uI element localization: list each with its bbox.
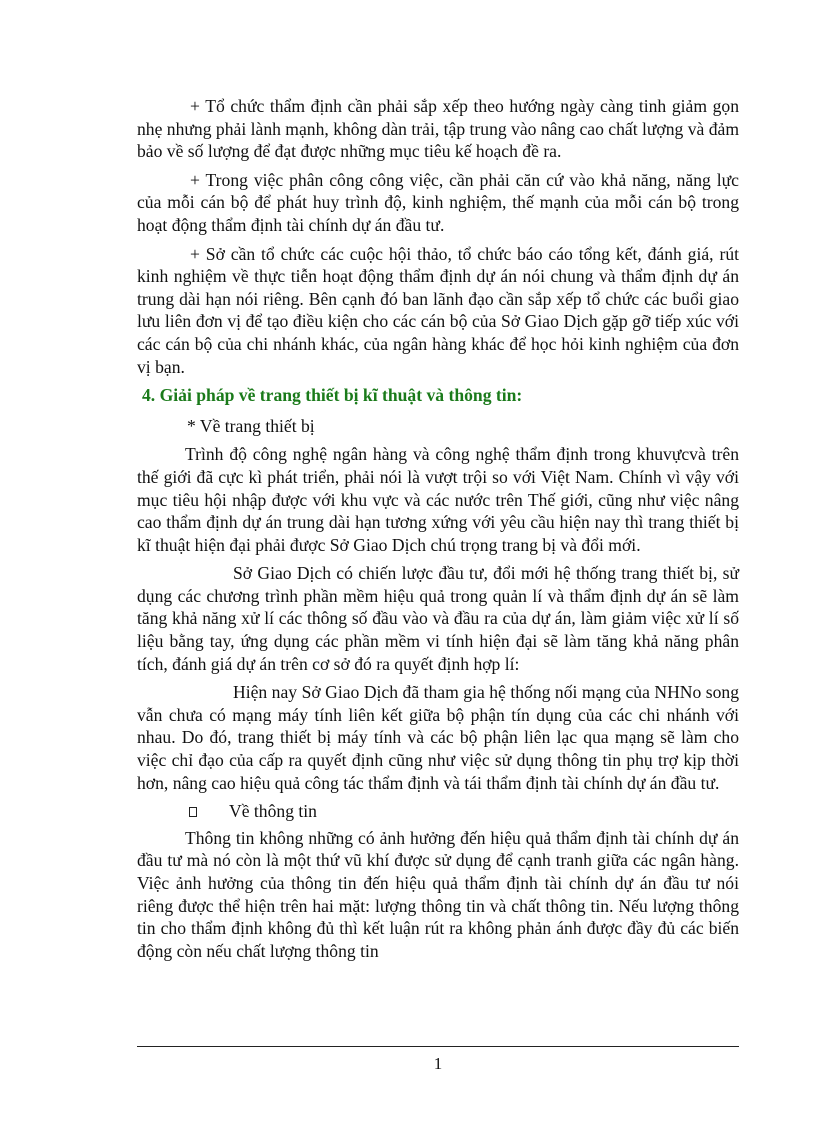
subheading-equipment: * Về trang thiết bị: [187, 415, 315, 436]
paragraph-investment-strategy: Sở Giao Dịch có chiến lược đầu tư, đổi mới hệ thống trang thiết bị, sử dụng các chương trình phần mềm hiệu quả trong quản lí và thẩm định dự án sẽ làm tăng khả năng xử lí các thông số đầu vào và đầu ra của dự án, làm giảm việc xử lí số liệu bằng tay, ứng dụng các phần mềm vi tính hiện đại sẽ làm tăng khả năng phân tích, đánh giá dự án trên cơ sở đó ra quyết định hợp lí:: [137, 563, 739, 674]
document-body: [137, 95, 739, 968]
square-bullet-icon: [189, 807, 197, 817]
page-number: 1: [433, 1054, 443, 1073]
paragraph-work-assignment: + Trong việc phân công công việc, cần phải căn cứ vào khả năng, năng lực của mỗi cán bộ để phát huy trình độ, kinh nghiệm, thế mạnh của mỗi cán bộ trong hoạt động thẩm định tài chính dự án đầu tư.: [137, 169, 739, 235]
paragraph-information: Thông tin không những có ảnh hưởng đến hiệu quả thẩm định tài chính dự án đầu tư mà nó còn là một thứ vũ khí được sử dụng để cạnh tranh giữa các ngân hàng. Việc ảnh hưởng của thông tin đến hiệu quả thẩm định tài chính dự án đầu tư nói riêng được thể hiện trên hai mặt: lượng thông tin và chất thông tin. Nếu lượng thông tin cho thẩm định không đủ thì kết luận rút ra không phản ánh được đầy đủ các biến động còn nếu chất lượng thông tin: [137, 827, 739, 961]
section-heading: 4. Giải pháp về trang thiết bị kĩ thuật và thông tin:: [142, 385, 523, 406]
paragraph-seminars: + Sở cần tổ chức các cuộc hội thảo, tổ chức báo cáo tổng kết, đánh giá, rút kinh nghiệm về thực tiễn hoạt động thẩm định dự án nói chung và thẩm định dự án trung dài hạn nói riêng. Bên cạnh đó ban lãnh đạo cần sắp xếp tổ chức các buổi giao lưu liên đơn vị để tạo điều kiện cho các cán bộ của Sở Giao Dịch gặp gỡ tiếp xúc với các cán bộ của chi nhánh khác, của ngân hàng khác để học hỏi kinh nghiệm của đơn vị bạn.: [137, 243, 739, 377]
footer-divider: [137, 1046, 739, 1047]
subheading-information: Về thông tin: [229, 801, 317, 822]
paragraph-tech-level: Trình độ công nghệ ngân hàng và công nghệ thẩm định trong khuvựcvà trên thế giới đã cực kì phát triển, phải nói là vượt trội so với Việt Nam. Chính vì vậy với mục tiêu hội nhập được với khu vực và các nước trên Thế giới, cũng như việc nâng cao thẩm định dự án trung dài hạn tương xứng với yêu cầu hiện nay thì trang thiết bị kĩ thuật hiện đại phải được Sở Giao Dịch chú trọng trang bị và đổi mới.: [137, 444, 739, 555]
subheading-information-row: [137, 800, 739, 823]
paragraph-organization: + Tổ chức thẩm định cần phải sắp xếp theo hướng ngày càng tinh giảm gọn nhẹ nhưng phải lành mạnh, không dàn trải, tập trung vào nâng cao chất lượng và đảm bảo về số lượng để đạt được những mục tiêu kế hoạch đề ra.: [137, 96, 739, 162]
paragraph-network: Hiện nay Sở Giao Dịch đã tham gia hệ thống nối mạng của NHNo song vẫn chưa có mạng máy tính liên kết giữa bộ phận tín dụng của các chi nhánh với nhau. Do đó, trang thiết bị máy tính và các bộ phận liên lạc qua mạng sẽ làm cho việc chỉ đạo của cấp ra quyết định cũng như việc sử dụng thông tin phụ trợ kịp thời hơn, nâng cao hiệu quả công tác thẩm định và tái thẩm định tài chính dự án đầu tư.: [137, 682, 739, 793]
